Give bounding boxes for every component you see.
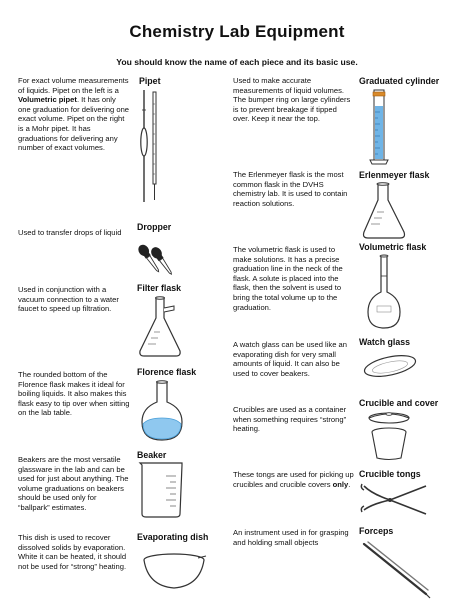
graduated-cylinder-description: Used to make accurate measurements of liquid volumes. The bumper ring on large cylinders is to prevent breakage if tipped over. Keep it near the top. — [233, 76, 351, 124]
volumetric-pipet-term: Volumetric pipet — [18, 95, 77, 105]
crucible-illustration — [364, 410, 414, 462]
forceps-name: Forceps — [359, 526, 394, 536]
florence-flask-illustration — [140, 380, 184, 442]
erlenmeyer-flask-illustration — [360, 182, 408, 240]
volumetric-flask-name: Volumetric flask — [359, 242, 427, 252]
dropper-name: Dropper — [137, 222, 172, 232]
beaker-name: Beaker — [137, 450, 167, 460]
page-title: Chemistry Lab Equipment — [129, 22, 345, 41]
crucible-name: Crucible and cover — [359, 398, 439, 408]
forceps-illustration — [360, 540, 432, 602]
watch-glass-description: A watch glass can be used like an evaporating dish for very small amounts of liquid. It can also be used to cover beakers. — [233, 340, 347, 378]
filter-flask-description: Used in conjunction with a vacuum connection to a water faucet to speed up filtration. — [18, 285, 119, 314]
crucible-description: Crucibles are used as a container when something requires “strong” heating. — [233, 405, 347, 434]
graduated-cylinder-name: Graduated cylinder — [359, 76, 440, 86]
erlenmeyer-flask-name: Erlenmeyer flask — [359, 170, 430, 180]
watch-glass-name: Watch glass — [359, 337, 411, 347]
florence-flask-description: The rounded bottom of the Florence flask makes it ideal for boiling liquids. It also makes this flask easy to tip over when sitting on the lab table. — [18, 370, 130, 418]
watch-glass-illustration — [362, 352, 418, 380]
evaporating-dish-illustration — [140, 552, 208, 592]
volumetric-flask-illustration — [366, 254, 402, 330]
pipet-name: Pipet — [139, 76, 161, 86]
dropper-illustration — [136, 234, 182, 274]
beaker-illustration — [138, 462, 188, 518]
crucible-tongs-name: Crucible tongs — [359, 469, 421, 479]
crucible-tongs-illustration — [360, 480, 430, 520]
evaporating-dish-name: Evaporating dish — [137, 532, 209, 542]
florence-flask-name: Florence flask — [137, 367, 197, 377]
filter-flask-name: Filter flask — [137, 283, 182, 293]
page-subtitle: You should know the name of each piece and its basic use. — [116, 57, 358, 67]
crucible-tongs-description: These tongs are used for picking up crucibles and crucible covers only. — [233, 470, 354, 489]
only-emphasis: only — [332, 479, 349, 489]
graduated-cylinder-illustration — [368, 86, 390, 166]
erlenmeyer-flask-description: The Erlenmeyer flask is the most common flask in the DVHS chemistry lab. It is used to contain reaction solutions. — [233, 170, 348, 208]
filter-flask-illustration — [138, 296, 186, 358]
pipet-illustration — [130, 90, 170, 205]
dropper-description: Used to transfer drops of liquid — [18, 228, 122, 237]
forceps-description: An instrument used in for grasping and holding small objects — [233, 528, 349, 547]
beaker-description: Beakers are the most versatile glassware in the lab and can be used for just about anything. The volume graduations on beakers should be used only for “ballpark” estimates. — [18, 455, 129, 512]
volumetric-flask-description: The volumetric flask is used to make solutions. It has a precise graduation line in the neck of the flask. A solute is placed into the flask, then the solvent is used to bring the total volume up to the graduation. — [233, 245, 343, 312]
pipet-description: For exact volume measurements of liquids. Pipet on the left is a Volumetric pipet. It has only one graduation for delivering one exact volume. Pipet on the right is a Mohr pipet. It has graduations for delivering any number of exact volumes. — [18, 76, 130, 153]
evaporating-dish-description: This dish is used to recover dissolved solids by evaporation. White it can be heated, it should not be used for “strong” heating. — [18, 533, 127, 571]
